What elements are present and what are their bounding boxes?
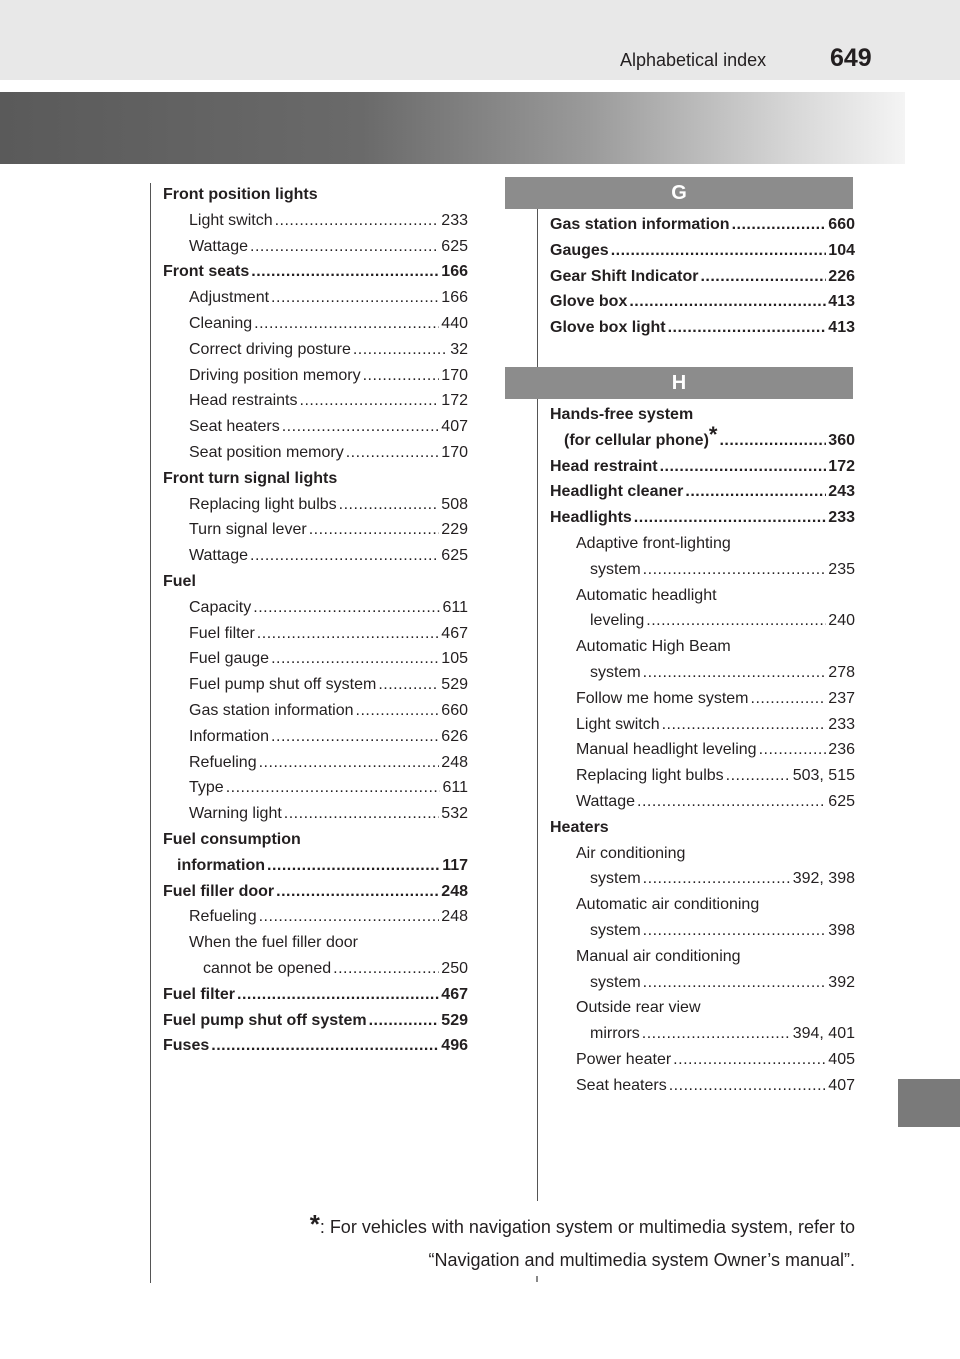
index-entry-label: Head restraints bbox=[189, 392, 298, 410]
index-entry-label: Gear Shift Indicator bbox=[550, 267, 699, 285]
index-entry-page[interactable]: 398 bbox=[828, 921, 855, 939]
index-entry-page[interactable]: 170 bbox=[441, 366, 468, 384]
dot-leader bbox=[254, 311, 439, 337]
footnote bbox=[150, 1209, 855, 1242]
index-entry[interactable] bbox=[550, 1021, 855, 1047]
index-entry-label: Hands-free system bbox=[550, 406, 694, 423]
index-entry-label: Fuel gauge bbox=[189, 650, 270, 668]
index-entry-label: Manual headlight leveling bbox=[576, 741, 757, 759]
index-entry-label: Adaptive front-lighting bbox=[576, 534, 731, 552]
index-entry-label: Refueling bbox=[189, 753, 257, 771]
index-entry[interactable] bbox=[550, 866, 855, 892]
index-entry-label: Automatic air conditioning bbox=[576, 896, 760, 914]
index-entry-page[interactable]: 229 bbox=[441, 521, 468, 539]
index-entry-label: Refueling bbox=[189, 908, 257, 926]
index-entry[interactable] bbox=[550, 789, 855, 815]
index-entry[interactable] bbox=[550, 686, 855, 712]
index-entry[interactable] bbox=[550, 289, 855, 315]
dot-leader bbox=[363, 363, 440, 389]
index-entry[interactable] bbox=[163, 801, 468, 827]
index-entry-page[interactable]: 413 bbox=[828, 293, 855, 311]
index-entry-page[interactable]: 32 bbox=[450, 340, 468, 358]
index-entry-page[interactable]: 626 bbox=[441, 727, 468, 745]
section-letter: G bbox=[671, 181, 687, 204]
index-entry-label: Head restraint bbox=[550, 457, 658, 475]
index-entry[interactable] bbox=[163, 698, 468, 724]
dot-leader bbox=[611, 238, 827, 264]
index-entry-page[interactable]: 467 bbox=[441, 985, 468, 1003]
index-entry[interactable] bbox=[163, 904, 468, 930]
index-entry-page[interactable]: 394, 401 bbox=[792, 1025, 855, 1043]
index-entry-label: Fuses bbox=[163, 1037, 210, 1055]
dot-leader bbox=[660, 454, 827, 480]
dot-leader bbox=[668, 315, 827, 341]
index-entry-label: Wattage bbox=[189, 237, 248, 255]
section-header-h bbox=[505, 367, 853, 399]
index-entry-page[interactable]: 405 bbox=[828, 1050, 855, 1068]
index-entry[interactable] bbox=[163, 879, 468, 905]
index-section-g bbox=[550, 212, 855, 341]
index-entry-page[interactable]: 248 bbox=[441, 908, 468, 926]
index-entry-label: Fuel filter bbox=[189, 624, 255, 642]
index-entry-label: Information bbox=[189, 727, 270, 745]
dot-leader bbox=[226, 775, 441, 801]
index-entry[interactable] bbox=[550, 608, 855, 634]
index-entry-page[interactable]: 250 bbox=[441, 959, 468, 977]
index-entry-page[interactable]: 660 bbox=[828, 216, 855, 233]
index-entry[interactable] bbox=[163, 414, 468, 440]
dot-leader bbox=[300, 388, 440, 414]
index-entry[interactable] bbox=[550, 634, 855, 660]
index-entry[interactable] bbox=[550, 557, 855, 583]
index-entry[interactable] bbox=[163, 724, 468, 750]
index-entry[interactable] bbox=[163, 646, 468, 672]
index-section-h bbox=[550, 402, 855, 1099]
index-entry[interactable] bbox=[550, 454, 855, 480]
index-entry-page[interactable]: 660 bbox=[441, 701, 468, 719]
index-entry[interactable] bbox=[550, 402, 855, 428]
index-entry-label: Fuel bbox=[163, 572, 196, 590]
index-entry-label: Fuel consumption bbox=[163, 830, 301, 848]
index-entry[interactable] bbox=[163, 182, 468, 208]
index-entry-label: Seat position memory bbox=[189, 443, 344, 461]
index-entry[interactable] bbox=[550, 995, 855, 1021]
index-entry-label: Heaters bbox=[550, 818, 609, 836]
index-entry-label: system bbox=[590, 921, 641, 939]
dot-leader bbox=[662, 712, 827, 738]
index-entry-label: Correct driving posture bbox=[189, 340, 351, 358]
index-entry-label: Fuel filler door bbox=[163, 882, 275, 900]
index-thumb-tab[interactable] bbox=[898, 1079, 960, 1127]
index-entry-page[interactable]: 166 bbox=[441, 289, 468, 307]
index-entry[interactable] bbox=[163, 440, 468, 466]
index-entry[interactable] bbox=[550, 918, 855, 944]
dot-leader bbox=[643, 660, 827, 686]
dot-leader bbox=[275, 208, 440, 234]
index-entry-label: Outside rear view bbox=[576, 999, 701, 1017]
dot-leader bbox=[251, 259, 439, 285]
index-entry-page[interactable]: 243 bbox=[828, 483, 855, 501]
index-entry-page[interactable]: 413 bbox=[828, 319, 855, 337]
dot-leader bbox=[276, 879, 439, 905]
index-entry-label: Power heater bbox=[576, 1050, 672, 1068]
page-number: 649 bbox=[830, 44, 872, 72]
index-entry-label: Turn signal lever bbox=[189, 521, 307, 539]
index-entry-label: Front position lights bbox=[163, 186, 318, 203]
index-entry-page[interactable]: 166 bbox=[441, 263, 468, 281]
index-entry-label: Front turn signal lights bbox=[163, 469, 338, 487]
index-entry-page[interactable]: 532 bbox=[441, 805, 468, 823]
dot-leader bbox=[643, 557, 827, 583]
index-column-left bbox=[163, 182, 468, 1059]
dot-leader bbox=[339, 492, 440, 518]
index-entry[interactable] bbox=[163, 285, 468, 311]
index-entry[interactable] bbox=[550, 1073, 855, 1099]
dot-leader bbox=[751, 686, 827, 712]
index-entry[interactable] bbox=[163, 208, 468, 234]
index-entry[interactable] bbox=[163, 827, 468, 853]
index-entry-label: Cleaning bbox=[189, 314, 253, 332]
dot-leader bbox=[309, 517, 440, 543]
index-entry[interactable] bbox=[550, 660, 855, 686]
index-entry-label: Headlight cleaner bbox=[550, 483, 684, 501]
dot-leader bbox=[643, 866, 791, 892]
index-entry[interactable] bbox=[163, 956, 468, 982]
index-entry-label: Replacing light bulbs bbox=[576, 767, 724, 785]
index-entry-page[interactable]: 392, 398 bbox=[792, 870, 855, 888]
page-header-band bbox=[0, 0, 960, 80]
index-entry-label: system bbox=[590, 973, 641, 991]
index-entry-label: Gauges bbox=[550, 241, 609, 259]
index-entry[interactable] bbox=[550, 421, 855, 454]
dot-leader bbox=[267, 853, 440, 879]
index-entry-page[interactable]: 508 bbox=[441, 495, 468, 513]
index-entry[interactable] bbox=[163, 775, 468, 801]
index-entry[interactable] bbox=[163, 853, 468, 879]
index-entry[interactable] bbox=[163, 517, 468, 543]
index-entry[interactable] bbox=[163, 1033, 468, 1059]
dot-leader bbox=[250, 234, 439, 260]
index-entry-page[interactable]: 625 bbox=[441, 547, 468, 565]
dot-leader bbox=[629, 289, 826, 315]
index-entry-label: system bbox=[590, 870, 641, 888]
index-entry[interactable] bbox=[163, 982, 468, 1008]
index-entry-label: Automatic headlight bbox=[576, 586, 717, 604]
index-entry-page[interactable]: 226 bbox=[828, 267, 855, 285]
header-gradient-bar bbox=[0, 92, 905, 164]
dot-leader bbox=[253, 595, 440, 621]
index-entry-page[interactable]: 240 bbox=[828, 612, 855, 630]
index-entry-label: Warning light bbox=[189, 805, 282, 823]
index-entry[interactable] bbox=[550, 1047, 855, 1073]
index-entry[interactable] bbox=[163, 672, 468, 698]
index-entry-label: mirrors bbox=[590, 1025, 640, 1043]
index-entry-label: information bbox=[177, 856, 265, 874]
index-entry-label: Light switch bbox=[189, 211, 273, 229]
index-entry-page[interactable]: 611 bbox=[442, 598, 468, 616]
dot-leader bbox=[369, 1008, 440, 1034]
dot-leader bbox=[346, 440, 440, 466]
footnote-asterisk: * bbox=[309, 1209, 320, 1239]
dot-leader bbox=[685, 479, 826, 505]
index-entry-label: Fuel filter bbox=[163, 985, 236, 1003]
index-entry-label: leveling bbox=[590, 612, 645, 630]
index-entry[interactable] bbox=[163, 543, 468, 569]
index-entry-label: When the fuel filler door bbox=[189, 934, 358, 952]
dot-leader bbox=[353, 337, 448, 363]
index-entry-page[interactable]: 117 bbox=[442, 856, 468, 874]
index-entry-label: Gas station information bbox=[189, 701, 354, 719]
index-entry-label: Seat heaters bbox=[576, 1076, 667, 1094]
index-entry[interactable] bbox=[163, 1008, 468, 1034]
footnote-continuation bbox=[150, 1245, 855, 1275]
index-entry-label: Fuel pump shut off system bbox=[163, 1011, 367, 1029]
index-entry-page[interactable]: 172 bbox=[828, 457, 855, 475]
index-entry-label: system bbox=[590, 560, 641, 578]
index-entry[interactable] bbox=[550, 712, 855, 738]
dot-leader bbox=[642, 1021, 791, 1047]
index-entry-page[interactable]: 407 bbox=[828, 1076, 855, 1094]
index-entry[interactable] bbox=[550, 892, 855, 918]
index-entry[interactable] bbox=[550, 583, 855, 609]
dot-leader bbox=[282, 414, 440, 440]
index-entry-label: system bbox=[590, 663, 641, 681]
index-entry-label: Light switch bbox=[576, 715, 660, 733]
footnote-line-1: : For vehicles with navigation system or multimedia system, refer to bbox=[319, 1217, 855, 1237]
index-entry-label: Seat heaters bbox=[189, 418, 280, 436]
dot-leader bbox=[271, 724, 439, 750]
index-entry-label: Glove box light bbox=[550, 319, 666, 337]
dot-leader bbox=[646, 608, 826, 634]
index-entry[interactable] bbox=[163, 311, 468, 337]
dot-leader bbox=[211, 1033, 439, 1059]
index-entry[interactable] bbox=[550, 737, 855, 763]
dot-leader bbox=[356, 698, 440, 724]
index-entry-label: Glove box bbox=[550, 293, 628, 311]
index-entry[interactable] bbox=[163, 621, 468, 647]
dot-leader bbox=[333, 956, 439, 982]
index-entry[interactable] bbox=[550, 264, 855, 290]
index-entry-page[interactable]: 496 bbox=[441, 1037, 468, 1055]
index-entry[interactable] bbox=[163, 569, 468, 595]
index-entry[interactable] bbox=[163, 466, 468, 492]
dot-leader bbox=[732, 212, 827, 238]
index-entry[interactable] bbox=[163, 234, 468, 260]
dot-leader bbox=[271, 285, 439, 311]
index-entry[interactable] bbox=[550, 763, 855, 789]
index-entry[interactable] bbox=[163, 930, 468, 956]
dot-leader bbox=[643, 970, 827, 996]
index-entry-page[interactable]: 248 bbox=[441, 882, 468, 900]
dot-leader bbox=[237, 982, 439, 1008]
index-entry-label: Gas station information bbox=[550, 216, 730, 233]
index-entry[interactable] bbox=[550, 815, 855, 841]
index-entry-label: Type bbox=[189, 779, 224, 797]
index-entry-label: Wattage bbox=[189, 547, 248, 565]
dot-leader bbox=[637, 789, 826, 815]
dot-leader bbox=[259, 904, 440, 930]
index-entry[interactable] bbox=[163, 595, 468, 621]
footnote-marker: * bbox=[708, 421, 718, 447]
index-entry-page[interactable]: 235 bbox=[828, 560, 855, 578]
index-entry-label: Manual air conditioning bbox=[576, 947, 741, 965]
index-entry-page[interactable]: 625 bbox=[828, 792, 855, 810]
index-entry-page[interactable]: 467 bbox=[441, 624, 468, 642]
index-entry[interactable] bbox=[550, 479, 855, 505]
page-mark bbox=[536, 1276, 538, 1282]
footnote-line-2: “Navigation and multimedia system Owner’s manual”. bbox=[428, 1250, 855, 1270]
dot-leader bbox=[669, 1073, 827, 1099]
index-entry-page[interactable]: 248 bbox=[441, 753, 468, 771]
dot-leader bbox=[259, 750, 440, 776]
index-entry[interactable] bbox=[550, 315, 855, 341]
index-entry-label: cannot be opened bbox=[203, 959, 332, 977]
index-entry-page[interactable]: 611 bbox=[442, 779, 468, 797]
index-entry-label: Fuel pump shut off system bbox=[189, 676, 377, 694]
index-entry-page[interactable]: 237 bbox=[828, 689, 855, 707]
index-entry[interactable] bbox=[163, 750, 468, 776]
dot-leader bbox=[700, 264, 826, 290]
dot-leader bbox=[643, 918, 827, 944]
index-entry[interactable] bbox=[163, 492, 468, 518]
index-entry[interactable] bbox=[163, 363, 468, 389]
index-entry-page[interactable]: 172 bbox=[441, 392, 468, 410]
index-entry-label: Front seats bbox=[163, 263, 250, 281]
dot-leader bbox=[759, 737, 827, 763]
index-entry-label: Follow me home system bbox=[576, 689, 749, 707]
index-entry-label: Automatic High Beam bbox=[576, 638, 731, 656]
index-entry-page[interactable]: 104 bbox=[828, 241, 855, 259]
index-entry[interactable] bbox=[550, 841, 855, 867]
column-divider bbox=[537, 183, 538, 1201]
dot-leader bbox=[378, 672, 439, 698]
index-entry-page[interactable]: 529 bbox=[441, 676, 468, 694]
dot-leader bbox=[250, 543, 439, 569]
index-entry[interactable] bbox=[163, 388, 468, 414]
dot-leader bbox=[634, 505, 827, 531]
index-entry-page[interactable]: 407 bbox=[441, 418, 468, 436]
index-entry[interactable] bbox=[550, 970, 855, 996]
index-entry-page[interactable]: 170 bbox=[441, 443, 468, 461]
index-entry-page[interactable]: 625 bbox=[441, 237, 468, 255]
left-column-rule bbox=[150, 183, 151, 1283]
index-entry-page[interactable]: 236 bbox=[828, 741, 855, 759]
dot-leader bbox=[271, 646, 439, 672]
section-header-g bbox=[505, 177, 853, 209]
index-entry-page[interactable]: 360 bbox=[828, 431, 855, 449]
index-entry-label: Replacing light bulbs bbox=[189, 495, 337, 513]
index-entry[interactable] bbox=[550, 531, 855, 557]
index-entry[interactable] bbox=[550, 505, 855, 531]
index-entry-page[interactable]: 105 bbox=[441, 650, 468, 668]
index-entry-label: Wattage bbox=[576, 792, 635, 810]
dot-leader bbox=[673, 1047, 826, 1073]
index-entry-label: Driving position memory bbox=[189, 366, 361, 384]
index-entry-label: (for cellular phone) bbox=[564, 431, 709, 449]
dot-leader bbox=[257, 621, 440, 647]
index-entry-page[interactable]: 392 bbox=[828, 973, 855, 991]
index-entry-label: Capacity bbox=[189, 598, 252, 616]
index-entry[interactable] bbox=[163, 259, 468, 285]
dot-leader bbox=[284, 801, 440, 827]
index-entry-page[interactable]: 503, 515 bbox=[792, 767, 855, 785]
index-entry-page[interactable]: 233 bbox=[828, 715, 855, 733]
index-entry[interactable] bbox=[550, 212, 855, 238]
index-entry-label: Headlights bbox=[550, 509, 632, 527]
index-entry-page[interactable]: 440 bbox=[441, 314, 468, 332]
dot-leader bbox=[726, 763, 791, 789]
index-entry[interactable] bbox=[550, 238, 855, 264]
index-entry-label: Adjustment bbox=[189, 289, 270, 307]
page-title: Alphabetical index bbox=[620, 50, 767, 70]
index-entry-page[interactable]: 233 bbox=[828, 509, 855, 527]
index-entry-page[interactable]: 233 bbox=[441, 211, 468, 229]
index-entry[interactable] bbox=[163, 337, 468, 363]
index-entry-page[interactable]: 529 bbox=[441, 1011, 468, 1029]
section-letter: H bbox=[671, 371, 687, 394]
index-entry-label: Air conditioning bbox=[576, 844, 686, 862]
dot-leader bbox=[719, 428, 826, 454]
index-entry[interactable] bbox=[550, 944, 855, 970]
index-entry-page[interactable]: 278 bbox=[828, 663, 855, 681]
